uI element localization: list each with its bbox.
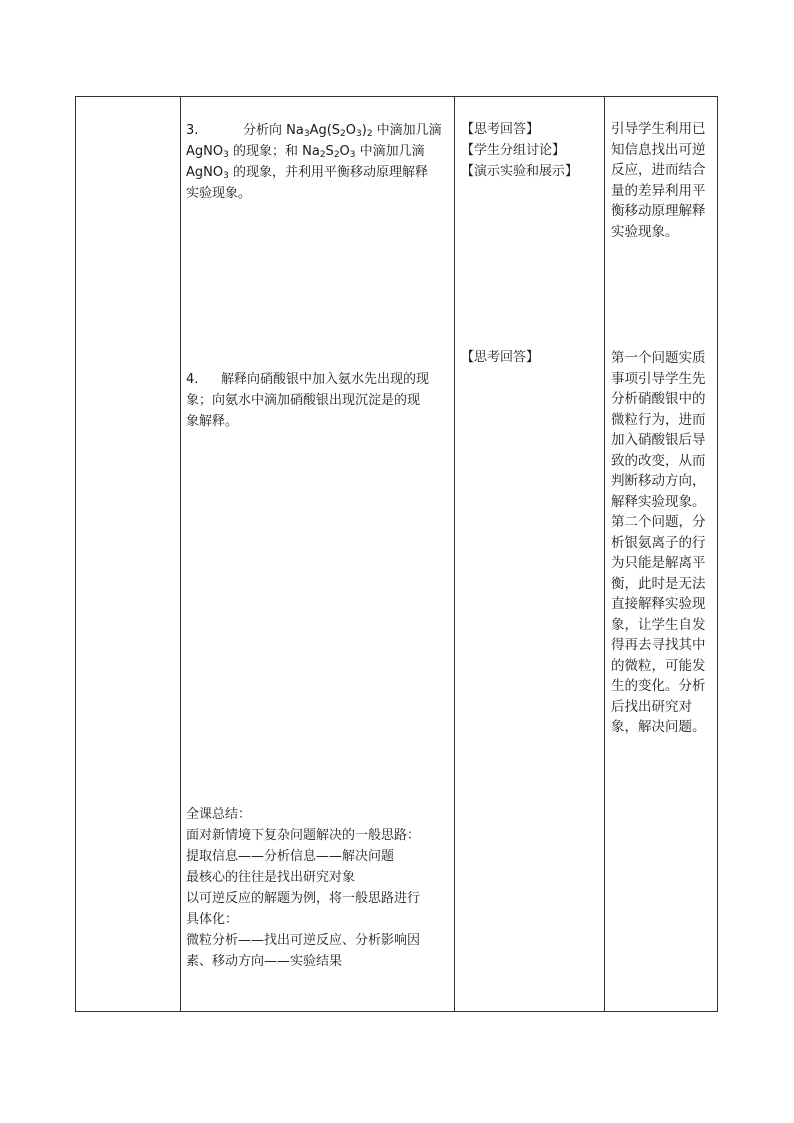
item-3-line: AgNO$_3$ 的现象；和 $Na_2S_2O_3$ 中滴加几滴 (186, 144, 425, 160)
summary-line: 最核心的往往是找出研究对象 (186, 870, 356, 885)
activity-tag: 【学生分组讨论】 (461, 143, 566, 158)
column-divider (604, 97, 605, 1011)
column-divider (180, 97, 181, 1011)
activity-tag: 【思考回答】 (461, 122, 540, 137)
lesson-table (75, 96, 718, 1012)
item-4-line: 4. 解释向硝酸银中加入氨水先出现的现 (186, 372, 430, 387)
activity-tag: 【演示实验和展示】 (461, 164, 579, 179)
summary-line: 具体化： (186, 912, 239, 927)
activity-tags-2 (461, 347, 601, 368)
item-4-line: 象；向氨水中滴加硝酸银出现沉淀是的现 (186, 393, 421, 408)
item-3-line: 3. 分析向 $Na_3Ag(S_2O_3)_2$ 中滴加几滴 (186, 123, 442, 139)
summary-line: 面对新情境下复杂问题解决的一般思路： (186, 828, 421, 843)
item-3-text (186, 120, 448, 204)
summary-line: 以可逆反应的解题为例，将一般思路进行 (186, 891, 421, 906)
activity-tag: 【思考回答】 (461, 350, 540, 365)
design-note-1: 引导学生利用已知信息找出可逆反应，进而结合量的差异利用平衡移动原理解释实验现象。 (611, 121, 706, 240)
summary-line: 微粒分析——找出可逆反应、分析影响因 (186, 933, 421, 948)
item-3-line: 实验现象。 (186, 186, 252, 201)
item-3-line: AgNO$_3$ 的现象，并利用平衡移动原理解释 (186, 165, 428, 181)
design-note-2: 第一个问题实质事项引导学生先分析硝酸银中的微粒行为，进而加入硝酸银后导致的改变，从而判断移动方向，解释实验现象。第二个问题，分析银氨离子的行为只能是解离平衡，此时是无法直接解释实验现象，让学生自发得再去寻找其中的微粒，可能发生的变化。分析后找出研究对象，解决问题。 (611, 350, 706, 735)
item-4-line: 象解释。 (186, 414, 239, 429)
item-4-text (186, 369, 448, 432)
summary-line: 全课总结： (186, 807, 252, 822)
lesson-summary (186, 804, 448, 972)
summary-line: 素、移动方向——实验结果 (186, 954, 343, 969)
column-divider (454, 97, 455, 1011)
summary-line: 提取信息——分析信息——解决问题 (186, 849, 395, 864)
activity-tags-1 (461, 119, 601, 182)
